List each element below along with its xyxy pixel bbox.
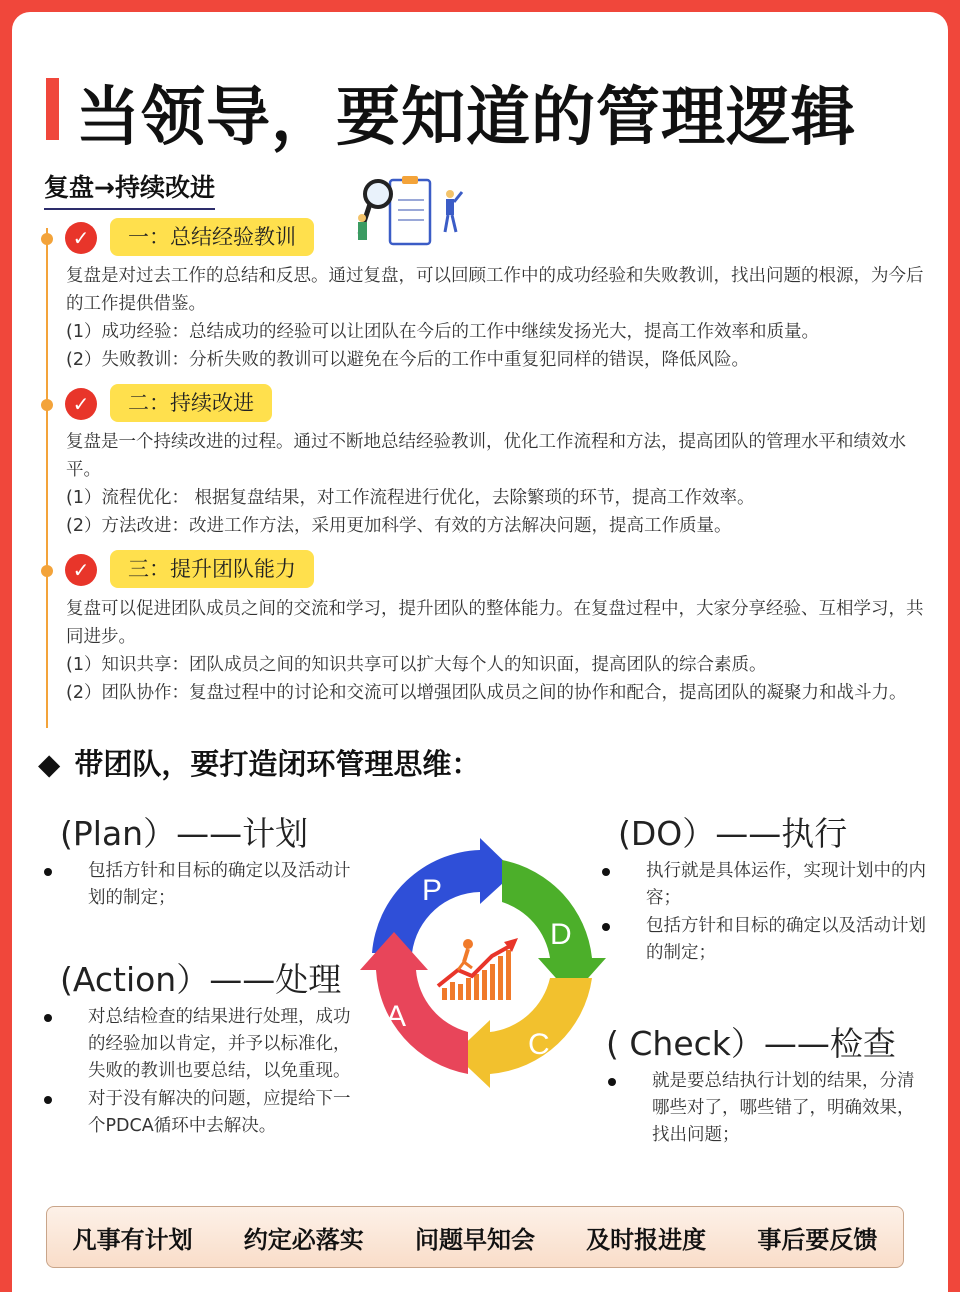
section-point: (2）方法改进：改进工作方法，采用更加科学、有效的方法解决问题，提高工作质量。 (66, 516, 732, 536)
timeline-line (46, 228, 48, 728)
section-point: (1）知识共享：团队成员之间的知识共享可以扩大每个人的知识面，提高团队的综合素质。 (66, 655, 767, 675)
footer-item: 及时报进度 (586, 1225, 707, 1254)
section-point: (1）成功经验：总结成功的经验可以让团队在今后的工作中继续发扬光大，提高工作效率和质量。 (66, 322, 819, 342)
footer-banner (46, 1206, 904, 1268)
section-label-1: 一：总结经验教训 (110, 218, 314, 256)
timeline-dot (41, 233, 53, 245)
section-body-2 (66, 428, 924, 540)
check-heading: ( Check）——检查 (606, 1024, 896, 1063)
list-item: 执行就是具体运作，实现计划中的内容； (600, 858, 926, 912)
page-title: 当领导，要知道的管理逻辑 (76, 81, 856, 155)
do-heading: (DO）——执行 (618, 814, 848, 853)
section-label-3: 三：提升团队能力 (110, 550, 314, 588)
section-point: (2）团队协作：复盘过程中的讨论和交流可以增强团队成员之间的协作和配合，提高团队的凝聚力和战斗力。 (66, 683, 907, 703)
check-icon: ✓ (65, 554, 97, 586)
section-body-1 (66, 262, 924, 374)
pdca-cycle-diagram (350, 838, 620, 1088)
timeline-dot (41, 565, 53, 577)
check-bullets (606, 1068, 928, 1150)
action-bullets (42, 1004, 360, 1141)
review-illustration (350, 174, 468, 252)
closed-loop-heading (38, 742, 480, 783)
closed-loop-title: 带团队，要打造闭环管理思维： (74, 747, 481, 781)
plan-heading: (Plan）——计划 (60, 814, 309, 853)
check-icon: ✓ (65, 388, 97, 420)
action-heading: (Action）——处理 (60, 960, 342, 999)
list-item: 对于没有解决的问题，应提给下一个PDCA循环中去解决。 (42, 1086, 360, 1140)
cycle-letter-p: P (422, 874, 443, 907)
section-point: (2）失败教训：分析失败的教训可以避免在今后的工作中重复犯同样的错误，降低风险。 (66, 350, 749, 370)
cycle-arrow-a (360, 932, 468, 1074)
cycle-letter-c: C (528, 1028, 550, 1061)
footer-item: 问题早知会 (414, 1225, 535, 1254)
timeline-dot (41, 399, 53, 411)
do-bullets (600, 858, 926, 968)
list-item: 包括方针和目标的确定以及活动计划的制定； (42, 858, 362, 912)
section-label-2: 二：持续改进 (110, 384, 272, 422)
list-item: 就是要总结执行计划的结果，分清哪些对了，哪些错了，明确效果，找出问题； (606, 1068, 928, 1149)
plan-bullets (42, 858, 362, 913)
section-subtitle: 复盘→持续改进 (44, 168, 215, 210)
footer-item: 约定必落实 (243, 1225, 364, 1254)
footer-item: 凡事有计划 (72, 1225, 193, 1254)
section-intro: 复盘是一个持续改进的过程。通过不断地总结经验教训，优化工作流程和方法，提高团队的管理水平和绩效水平。 (66, 432, 906, 480)
cycle-letter-d: D (550, 918, 572, 951)
list-item: 包括方针和目标的确定以及活动计划的制定； (600, 913, 926, 967)
section-point: (1）流程优化： 根据复盘结果，对工作流程进行优化，去除繁琐的环节，提高工作效率。 (66, 488, 755, 508)
footer-item: 事后要反馈 (757, 1225, 878, 1254)
growth-chart-icon (438, 938, 518, 1000)
section-intro: 复盘是对过去工作的总结和反思。通过复盘，可以回顾工作中的成功经验和失败教训，找出问题的根源，为今后的工作提供借鉴。 (66, 266, 924, 314)
section-body-3 (66, 595, 924, 707)
cycle-letter-a: A (386, 1000, 407, 1033)
check-icon: ✓ (65, 222, 97, 254)
list-item: 对总结检查的结果进行处理，成功的经验加以肯定，并予以标准化，失败的教训也要总结，以免重现。 (42, 1004, 360, 1085)
diamond-icon: ◆ (38, 747, 61, 781)
section-intro: 复盘可以促进团队成员之间的交流和学习，提升团队的整体能力。在复盘过程中，大家分享经验、互相学习，共同进步。 (66, 599, 924, 647)
title-accent-bar (46, 78, 59, 140)
